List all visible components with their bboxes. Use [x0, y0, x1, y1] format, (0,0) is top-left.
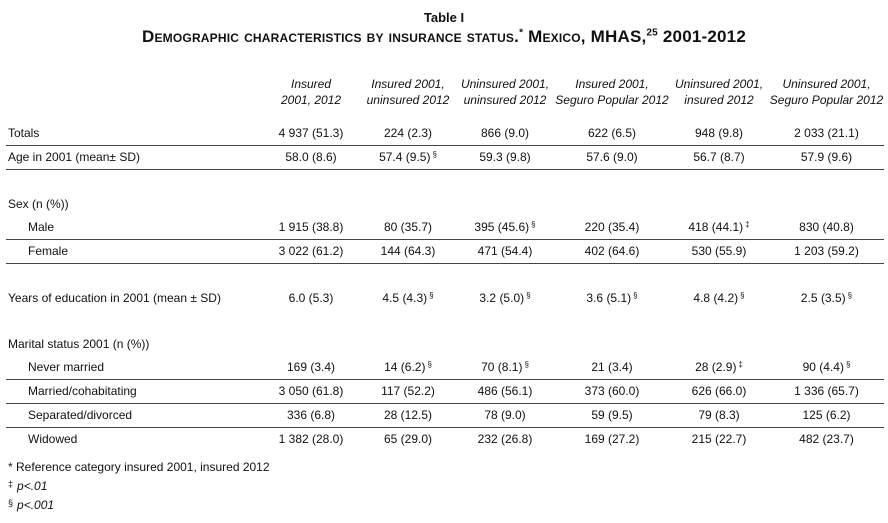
- cell-value-text: 59.3 (9.8): [479, 150, 531, 164]
- section-row: [6, 333, 884, 356]
- table-row: [6, 216, 884, 240]
- row-label: Age in 2001 (mean± SD): [6, 146, 261, 170]
- section-label: Marital status 2001 (n (%)): [8, 337, 150, 351]
- cell-value: [361, 356, 455, 380]
- cell-value-text: 1 382 (28.0): [278, 432, 344, 446]
- cell-value: [669, 287, 769, 310]
- column-header: Insured 2001, Seguro Popular 2012: [555, 77, 669, 107]
- title-mexico: Mexico, MHAS,: [528, 27, 647, 46]
- cell-value-text: 626 (66.0): [691, 384, 747, 398]
- significance-marker: §: [845, 360, 851, 369]
- table-label: Table I: [423, 10, 465, 25]
- cell-value: [555, 356, 669, 380]
- cell-value: [555, 146, 669, 170]
- significance-marker: ‡: [745, 220, 750, 229]
- column-header: Uninsured 2001, insured 2012: [674, 77, 764, 107]
- title-main: Demographic characteristics by insurance status.: [142, 27, 520, 46]
- cell-value: [361, 216, 455, 240]
- cell-value: [769, 240, 884, 264]
- cell-value-text: 78 (9.0): [484, 408, 526, 422]
- cell-value-text: 232 (26.8): [477, 432, 533, 446]
- cell-value-text: 21 (3.4): [591, 360, 633, 374]
- cell-value: [769, 380, 884, 404]
- cell-value: [769, 404, 884, 428]
- cell-value: [769, 428, 884, 452]
- cell-value-text: 57.4 (9.5): [379, 150, 431, 164]
- row-label: Female: [6, 240, 261, 264]
- cell-value-text: 215 (22.7): [691, 432, 747, 446]
- cell-value-text: 948 (9.8): [694, 126, 744, 140]
- significance-marker: §: [526, 291, 531, 300]
- cell-value-text: 28 (12.5): [383, 408, 433, 422]
- column-header: Uninsured 2001, Seguro Popular 2012: [769, 77, 884, 107]
- cell-value: [669, 146, 769, 170]
- cell-value-text: 220 (35.4): [584, 220, 640, 234]
- cell-value-text: 4.5 (4.3): [382, 291, 428, 305]
- table-row: [6, 146, 884, 170]
- cell-value: [455, 122, 555, 146]
- cell-value-text: 4.8 (4.2): [693, 291, 739, 305]
- row-label: Years of education in 2001 (mean ± SD): [8, 291, 221, 305]
- cell-value-text: 57.6 (9.0): [586, 150, 638, 164]
- cell-value: [361, 404, 455, 428]
- footnote-text: p<.01: [17, 479, 48, 493]
- cell-value: [555, 216, 669, 240]
- cell-value-text: 58.0 (8.6): [285, 150, 337, 164]
- cell-value: [555, 122, 669, 146]
- cell-value: [361, 287, 455, 310]
- cell-value-text: 530 (55.9): [691, 244, 747, 258]
- footnotes: [8, 459, 270, 514]
- cell-value: [455, 380, 555, 404]
- significance-marker: §: [429, 291, 434, 300]
- cell-value: [555, 287, 669, 310]
- cell-value: [555, 404, 669, 428]
- title-star: *: [519, 27, 524, 39]
- cell-value: [555, 428, 669, 452]
- cell-value-text: 3 050 (61.8): [278, 384, 344, 398]
- cell-value-text: 866 (9.0): [480, 126, 530, 140]
- spacer-row: [6, 310, 884, 333]
- cell-value: [361, 122, 455, 146]
- cell-value-text: 1 203 (59.2): [794, 244, 859, 258]
- spacer-row: [6, 170, 884, 194]
- cell-value: [669, 122, 769, 146]
- cell-value: [261, 146, 361, 170]
- cell-value-text: 3.6 (5.1): [586, 291, 632, 305]
- cell-value-text: 2.5 (3.5): [800, 291, 846, 305]
- cell-value-text: 336 (6.8): [286, 408, 336, 422]
- cell-value: [261, 356, 361, 380]
- table-row: [6, 287, 884, 310]
- cell-value-text: 169 (27.2): [584, 432, 640, 446]
- cell-value-text: 144 (64.3): [380, 244, 436, 258]
- footnote: [8, 495, 270, 514]
- table-row: [6, 404, 884, 428]
- cell-value-text: 80 (35.7): [383, 220, 433, 234]
- cell-value-text: 70 (8.1): [481, 360, 523, 374]
- cell-value: [669, 356, 769, 380]
- cell-value-text: 373 (60.0): [584, 384, 640, 398]
- cell-value-text: 622 (6.5): [587, 126, 637, 140]
- significance-marker: §: [524, 360, 529, 369]
- cell-value-text: 418 (44.1): [688, 220, 744, 234]
- row-label: Totals: [6, 122, 261, 146]
- cell-value: [455, 216, 555, 240]
- significance-marker: §: [633, 291, 638, 300]
- cell-value-text: 6.0 (5.3): [288, 291, 334, 305]
- footnote-symbol: §: [8, 498, 14, 508]
- cell-value: [361, 428, 455, 452]
- cell-value: [455, 146, 555, 170]
- cell-value-text: 57.9 (9.6): [800, 150, 853, 164]
- table-row: [6, 428, 884, 452]
- cell-value-text: 2 033 (21.1): [794, 126, 859, 140]
- cell-value-text: 59 (9.5): [591, 408, 633, 422]
- cell-value-text: 471 (54.4): [477, 244, 533, 258]
- cell-value: [769, 216, 884, 240]
- cell-value: [669, 428, 769, 452]
- cell-value-text: 402 (64.6): [584, 244, 640, 258]
- cell-value-text: 56.7 (8.7): [693, 150, 745, 164]
- table-row: [6, 356, 884, 380]
- cell-value: [261, 216, 361, 240]
- table-title: [0, 26, 888, 48]
- footnote-text: Reference category insured 2001, insured 2012: [16, 460, 270, 474]
- table-row: [6, 122, 884, 146]
- title-ref: 25: [646, 27, 658, 39]
- cell-value: [261, 380, 361, 404]
- cell-value-text: 3.2 (5.0): [479, 291, 525, 305]
- cell-value-text: 125 (6.2): [802, 408, 851, 422]
- cell-value-text: 3 022 (61.2): [278, 244, 344, 258]
- column-header: Insured 2001, uninsured 2012: [366, 77, 450, 107]
- column-header: Insured 2001, 2012: [280, 77, 342, 107]
- demographics-table: [6, 76, 884, 451]
- row-label: Never married: [6, 356, 261, 380]
- cell-value: [669, 380, 769, 404]
- cell-value: [455, 428, 555, 452]
- cell-value-text: 65 (29.0): [383, 432, 433, 446]
- table-caption: [0, 10, 888, 48]
- significance-marker: §: [531, 220, 536, 229]
- cell-value-text: 482 (23.7): [799, 432, 854, 446]
- cell-value: [261, 240, 361, 264]
- spacer-row: [6, 264, 884, 288]
- header-row: [6, 76, 884, 122]
- significance-marker: §: [427, 360, 432, 369]
- significance-marker: ‡: [738, 360, 743, 369]
- cell-value-text: 14 (6.2): [384, 360, 426, 374]
- row-label: Separated/divorced: [6, 404, 261, 428]
- footnote: [8, 459, 270, 476]
- cell-value-text: 1 336 (65.7): [794, 384, 859, 398]
- cell-value-text: 79 (8.3): [698, 408, 740, 422]
- significance-marker: §: [432, 150, 437, 159]
- column-header: Uninsured 2001, uninsured 2012: [460, 77, 550, 107]
- cell-value: [361, 380, 455, 404]
- row-label: Widowed: [28, 432, 78, 446]
- significance-marker: §: [740, 291, 745, 300]
- cell-value: [261, 428, 361, 452]
- cell-value: [455, 356, 555, 380]
- cell-value: [669, 240, 769, 264]
- footnote-text: p<.001: [17, 498, 55, 512]
- cell-value: [261, 287, 361, 310]
- cell-value: [455, 404, 555, 428]
- cell-value: [769, 287, 884, 310]
- cell-value-text: 28 (2.9): [695, 360, 737, 374]
- row-label: Male: [6, 216, 261, 240]
- cell-value: [261, 404, 361, 428]
- cell-value-text: 486 (56.1): [477, 384, 533, 398]
- cell-value: [769, 356, 884, 380]
- cell-value-text: 395 (45.6): [474, 220, 530, 234]
- cell-value: [555, 240, 669, 264]
- cell-value-text: 1 915 (38.8): [278, 220, 344, 234]
- cell-value-text: 117 (52.2): [381, 384, 435, 398]
- cell-value: [555, 380, 669, 404]
- footnote-symbol: ‡: [8, 479, 14, 489]
- table-row: [6, 380, 884, 404]
- title-years: 2001-2012: [662, 27, 746, 46]
- cell-value-text: 4 937 (51.3): [278, 126, 344, 140]
- cell-value: [669, 404, 769, 428]
- cell-value: [361, 240, 455, 264]
- cell-value-text: 90 (4.4): [802, 360, 844, 374]
- section-label: Sex (n (%)): [8, 197, 69, 211]
- cell-value-text: 224 (2.3): [383, 126, 433, 140]
- section-row: [6, 193, 884, 216]
- cell-value: [669, 216, 769, 240]
- row-label: Married/cohabitating: [6, 380, 261, 404]
- cell-value-text: 830 (40.8): [799, 220, 854, 234]
- cell-value: [769, 122, 884, 146]
- significance-marker: §: [847, 291, 853, 300]
- footnote-symbol: *: [8, 460, 13, 474]
- cell-value: [455, 287, 555, 310]
- cell-value-text: 169 (3.4): [286, 360, 336, 374]
- table-row: [6, 240, 884, 264]
- cell-value: [769, 146, 884, 170]
- cell-value: [261, 122, 361, 146]
- cell-value: [361, 146, 455, 170]
- cell-value: [455, 240, 555, 264]
- footnote: [8, 476, 270, 495]
- header-empty: [6, 76, 261, 122]
